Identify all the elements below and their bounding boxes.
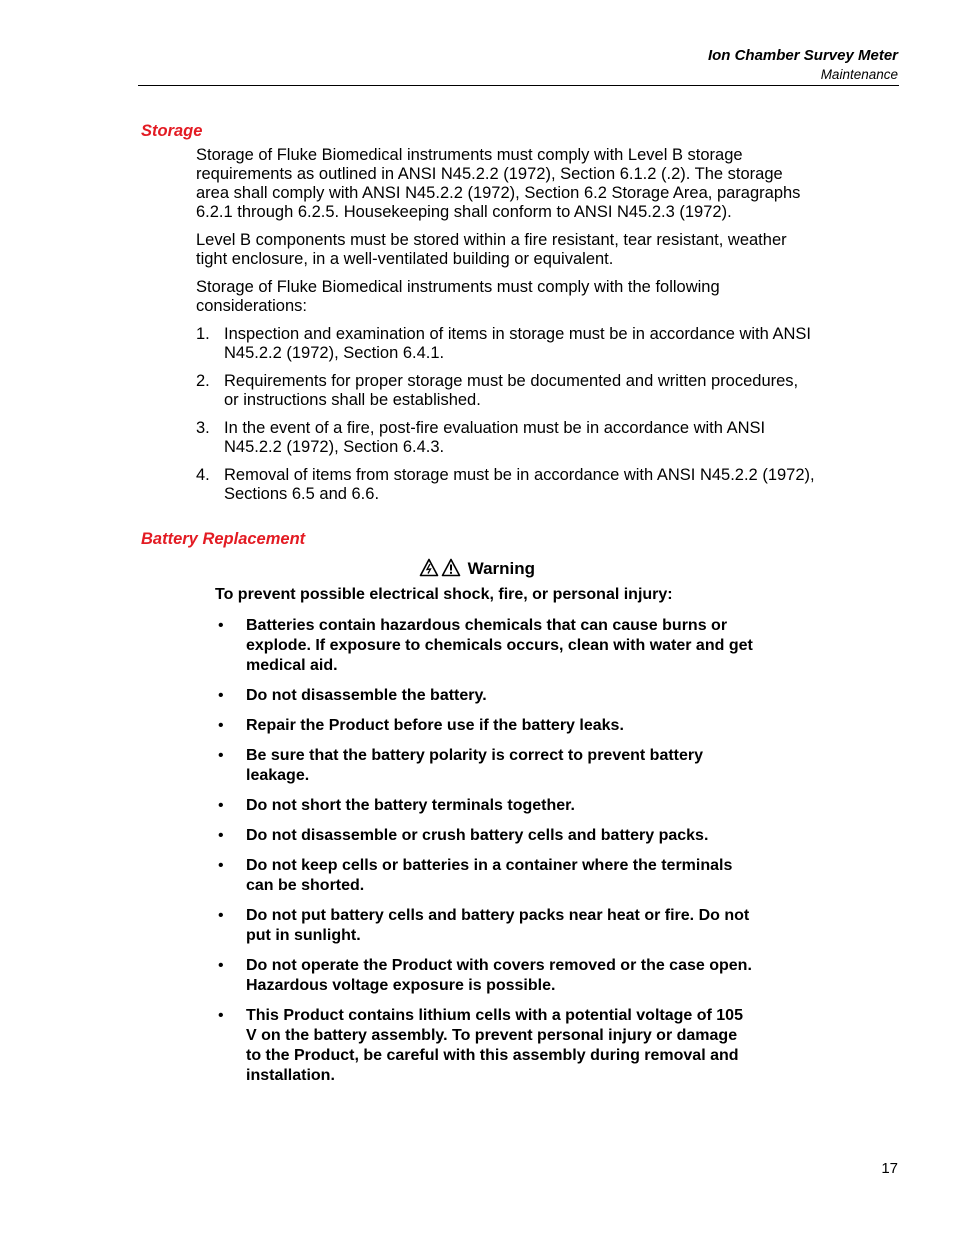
list-item (215, 906, 755, 946)
bullet-marker: • (218, 717, 224, 734)
bullet-marker: • (218, 1007, 224, 1024)
list-item-text: This Product contains lithium cells with a potential voltage of 105 V on the battery assembly. To prevent personal injury or damage to the Product, be careful with this assembly during removal and installation. (246, 1007, 743, 1084)
bullet-marker: • (218, 957, 224, 974)
warning-intro: To prevent possible electrical shock, fire, or personal injury: (215, 586, 673, 603)
list-item-text: Repair the Product before use if the battery leaks. (246, 717, 624, 734)
bullet-marker: • (218, 857, 224, 874)
running-header-title: Ion Chamber Survey Meter (707, 47, 898, 64)
list-item-text: Be sure that the battery polarity is correct to prevent battery leakage. (246, 747, 704, 784)
list-item (215, 796, 755, 816)
list-item (215, 746, 755, 786)
page-number: 17 (881, 1160, 898, 1177)
storage-body (196, 146, 816, 513)
bullet-marker: • (218, 827, 224, 844)
shock-hazard-icon (419, 558, 439, 582)
list-item-text: Do not disassemble the battery. (246, 687, 487, 704)
list-item-text: In the event of a fire, post-fire evaluation must be in accordance with ANSI N45.2.2 (1972), Section 6.4.3. (224, 419, 766, 456)
list-number: 1. (196, 325, 210, 343)
running-header-subtitle: Maintenance (820, 67, 898, 82)
storage-paragraph: Storage of Fluke Biomedical instruments must comply with Level B storage requirements as outlined in ANSI N45.2.2 (1972), Section 6.1.2 (.2). The storage area shall comply with ANSI N45.2.2 (1972), Section 6.2 Storage Area, paragraphs 6.2.1 through 6.2.5. Housekeeping shall conform to ANSI N45.2.3 (1972). (196, 146, 801, 221)
list-number: 2. (196, 372, 210, 390)
list-item-text: Do not keep cells or batteries in a container where the terminals can be shorted. (246, 857, 733, 894)
list-item-text: Do not disassemble or crush battery cells and battery packs. (246, 827, 709, 844)
bullet-marker: • (218, 687, 224, 704)
list-item (196, 372, 816, 410)
list-item (215, 616, 755, 676)
warning-title (0, 558, 954, 582)
bullet-marker: • (218, 617, 224, 634)
list-item-text: Batteries contain hazardous chemicals that can cause burns or explode. If exposure to chemicals occurs, clean with water and get medical aid. (246, 617, 753, 674)
list-item (215, 956, 755, 996)
storage-paragraph: Storage of Fluke Biomedical instruments must comply with the following considerations: (196, 278, 720, 315)
list-item-text: Do not operate the Product with covers removed or the case open. Hazardous voltage exposure is possible. (246, 957, 752, 994)
list-item (215, 686, 755, 706)
list-item-text: Do not put battery cells and battery packs near heat or fire. Do not put in sunlight. (246, 907, 750, 944)
list-item (215, 1006, 755, 1086)
list-item-text: Do not short the battery terminals together. (246, 797, 575, 814)
storage-paragraph: Level B components must be stored within a fire resistant, tear resistant, weather tight enclosure, in a well-ventilated building or equivalent. (196, 231, 787, 268)
list-item (196, 466, 816, 504)
warning-label: Warning (467, 559, 536, 578)
list-number: 3. (196, 419, 210, 437)
list-item (215, 856, 755, 896)
header-rule (138, 85, 899, 86)
bullet-marker: • (218, 907, 224, 924)
warning-bullet-list (215, 616, 755, 1096)
list-item-text: Inspection and examination of items in storage must be in accordance with ANSI N45.2.2 (1972), Section 6.4.1. (224, 325, 811, 362)
list-item (215, 826, 755, 846)
battery-replacement-heading: Battery Replacement (141, 530, 306, 548)
list-item (196, 419, 816, 457)
list-number: 4. (196, 466, 210, 484)
list-item-text: Removal of items from storage must be in accordance with ANSI N45.2.2 (1972), Sections 6.5 and 6.6. (224, 466, 815, 503)
storage-heading: Storage (141, 122, 203, 140)
caution-icon (441, 558, 461, 582)
list-item (196, 325, 816, 363)
list-item-text: Requirements for proper storage must be documented and written procedures, or instructions shall be established. (224, 372, 799, 409)
list-item (215, 716, 755, 736)
bullet-marker: • (218, 797, 224, 814)
bullet-marker: • (218, 747, 224, 764)
storage-considerations-list (196, 325, 816, 504)
